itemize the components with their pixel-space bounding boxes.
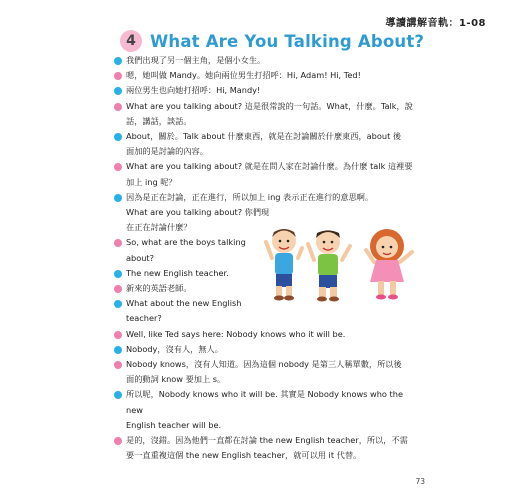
speaker-blue-dot-icon: [114, 87, 122, 95]
dialogue-line: 嗯，她叫做 Mandy。她向兩位男生打招呼：Hi, Adam! Hi, Ted!: [114, 68, 414, 83]
dialogue-line: About，關於。Talk about 什麼東西，就是在討論關於什麼東西，about 後 面加的是討論的內容。: [114, 129, 414, 159]
speaker-blue-dot-icon: [114, 270, 122, 278]
speaker-pink-dot-icon: [114, 72, 122, 80]
audio-track-label: 導讀講解音軌：1-08: [385, 18, 486, 29]
dialogue-line: 我們出現了另一個主角，是個小女生。: [114, 53, 414, 68]
speaker-pink-dot-icon: [114, 437, 122, 445]
lesson-header: [120, 30, 424, 52]
dialogue-line: 所以呢，Nobody knows who it will be. 其實是 Nobody knows who the new English teacher will be.: [114, 387, 414, 433]
speaker-pink-dot-icon: [114, 239, 122, 247]
dialogue-line: 兩位男生也向她打招呼：Hi, Mandy!: [114, 83, 414, 98]
dialogue-line: 因為是正在討論，正在進行，所以加上 ing 表示正在進行的意思啊。: [114, 190, 414, 205]
speaker-blue-dot-icon: [114, 57, 122, 65]
speaker-blue-dot-icon: [114, 133, 122, 141]
speaker-blue-dot-icon: [114, 391, 122, 399]
dialogue-line: Nobody knows，沒有人知道。因為這個 nobody 是第三人稱單數，所以後 面的動詞 know 要加上 s。: [114, 357, 414, 387]
dialogue-line: Well, like Ted says here: Nobody knows who it will be.: [114, 327, 414, 342]
dialogue-line: What are you talking about? 這是很常說的一句話。What，什麼。Talk，說 話，講話，談話。: [114, 99, 414, 129]
speaker-pink-dot-icon: [114, 331, 122, 339]
dialogue-line: What about the new English teacher?: [114, 296, 311, 326]
speaker-pink-dot-icon: [114, 285, 122, 293]
three-kids-waving-icon: [262, 222, 420, 302]
lesson-title: What Are You Talking About?: [150, 31, 425, 51]
boy-middle-figure: [308, 230, 350, 302]
dialogue-line: 新來的英語老師。: [114, 281, 311, 296]
speaker-pink-dot-icon: [114, 163, 122, 171]
dialogue-line: What are you talking about? 就是在問人家在討論什麼。為什麼 talk 這裡要 加上 ing 呢？: [114, 159, 414, 189]
dialogue-line: The new English teacher.: [114, 266, 311, 281]
speaker-pink-dot-icon: [114, 361, 122, 369]
dialogue-line: What are you talking about? 你們現 在正在討論什麼？: [126, 207, 270, 233]
page-number: 73: [415, 477, 425, 486]
unit-number-badge: 4: [120, 30, 142, 52]
speaker-blue-dot-icon: [114, 346, 122, 354]
dialogue-line: Nobody，沒有人，無人。: [114, 342, 414, 357]
speaker-pink-dot-icon: [114, 103, 122, 111]
dialogue-line: So, what are the boys talking about?: [114, 235, 311, 265]
dialogue-line: 是的，沒錯。因為他們一直都在討論 the new English teacher，所以，不需 要一直重複這個 the new English teacher，就可以用 it 代替。: [114, 433, 414, 463]
speaker-blue-dot-icon: [114, 300, 122, 308]
girl-right-figure: [366, 229, 412, 300]
speaker-blue-dot-icon: [114, 194, 122, 202]
boy-left-figure: [266, 229, 302, 301]
